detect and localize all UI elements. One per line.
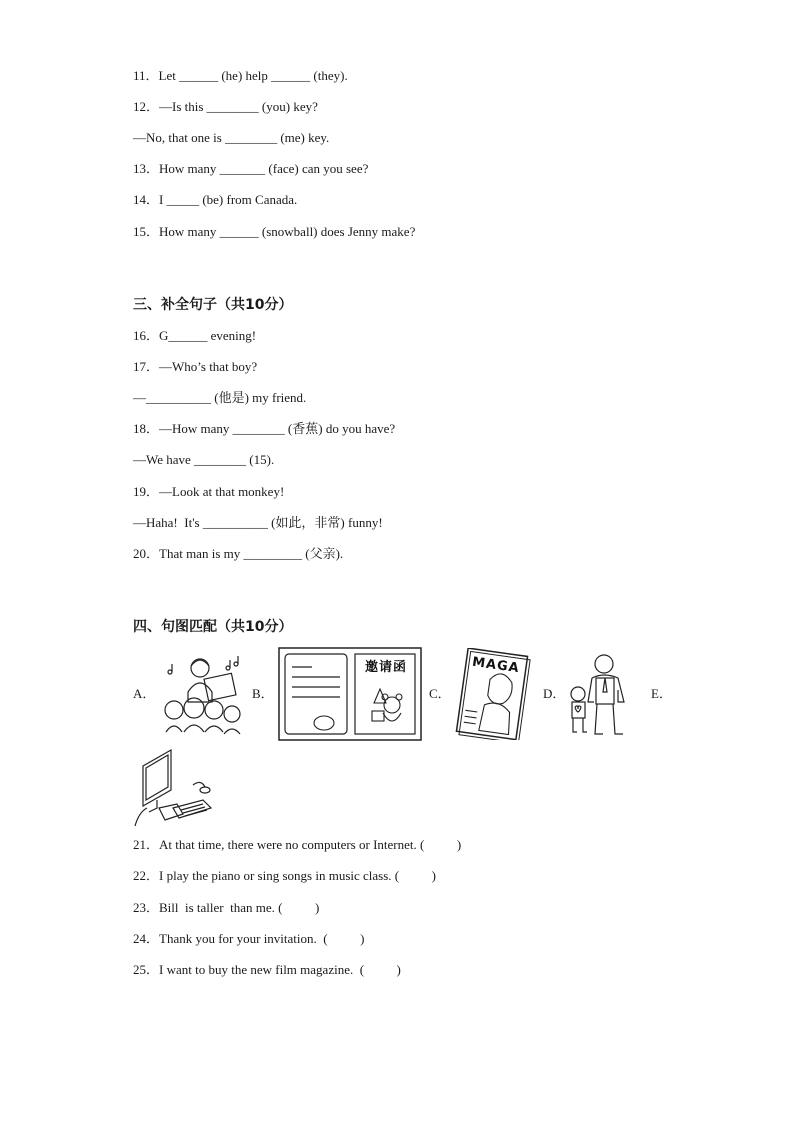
- section-4-title: 四、句图匹配（共10分）: [133, 619, 293, 635]
- option-c-label: C．: [429, 686, 451, 701]
- question-18-reply: —We have ________ (15).: [133, 452, 275, 467]
- computer-picture: [133, 748, 215, 828]
- question-15: 15．How many ______ (snowball) does Jenny make?: [133, 224, 416, 239]
- question-19: 19．—Look at that monkey!: [133, 484, 285, 499]
- option-d-label: D．: [543, 686, 566, 701]
- question-19-reply: —Haha! It's __________ (如此，非常) funny!: [133, 515, 383, 530]
- question-16: 16．G______ evening!: [133, 328, 257, 343]
- question-13: 13．How many _______ (face) can you see?: [133, 161, 369, 176]
- question-22: 22．I play the piano or sing songs in music class. ( ): [133, 868, 436, 883]
- section-3-title: 三、补全句子（共10分）: [133, 297, 293, 313]
- option-e-label: E．: [651, 686, 672, 701]
- question-21: 21．At that time, there were no computers or Internet. ( ): [133, 837, 462, 852]
- question-11: 11．Let ______ (he) help ______ (they).: [133, 68, 348, 83]
- question-24: 24．Thank you for your invitation. ( ): [133, 931, 365, 946]
- question-23: 23．Bill is taller than me. ( ): [133, 900, 320, 915]
- question-25: 25．I want to buy the new film magazine. ( ): [133, 962, 401, 977]
- question-18: 18．—How many ________ (香蕉) do you have?: [133, 421, 396, 436]
- option-b-label: B．: [252, 686, 274, 701]
- question-17: 17．—Who’s that boy?: [133, 359, 258, 374]
- question-12-reply: —No, that one is ________ (me) key.: [133, 130, 330, 145]
- man-and-boy-picture: [566, 652, 636, 738]
- magazine-picture: [452, 648, 534, 740]
- option-a-label: A．: [133, 686, 156, 701]
- question-17-reply: —__________ (他是) my friend.: [133, 390, 307, 405]
- invitation-title: 邀请函: [364, 660, 407, 675]
- question-20: 20．That man is my _________ (父亲).: [133, 546, 344, 561]
- question-14: 14．I _____ (be) from Canada.: [133, 192, 298, 207]
- question-12: 12．—Is this ________ (you) key?: [133, 99, 318, 114]
- magazine-title: MAGA: [471, 654, 521, 677]
- music-class-picture: [158, 652, 248, 736]
- invitation-card-picture: [278, 647, 422, 741]
